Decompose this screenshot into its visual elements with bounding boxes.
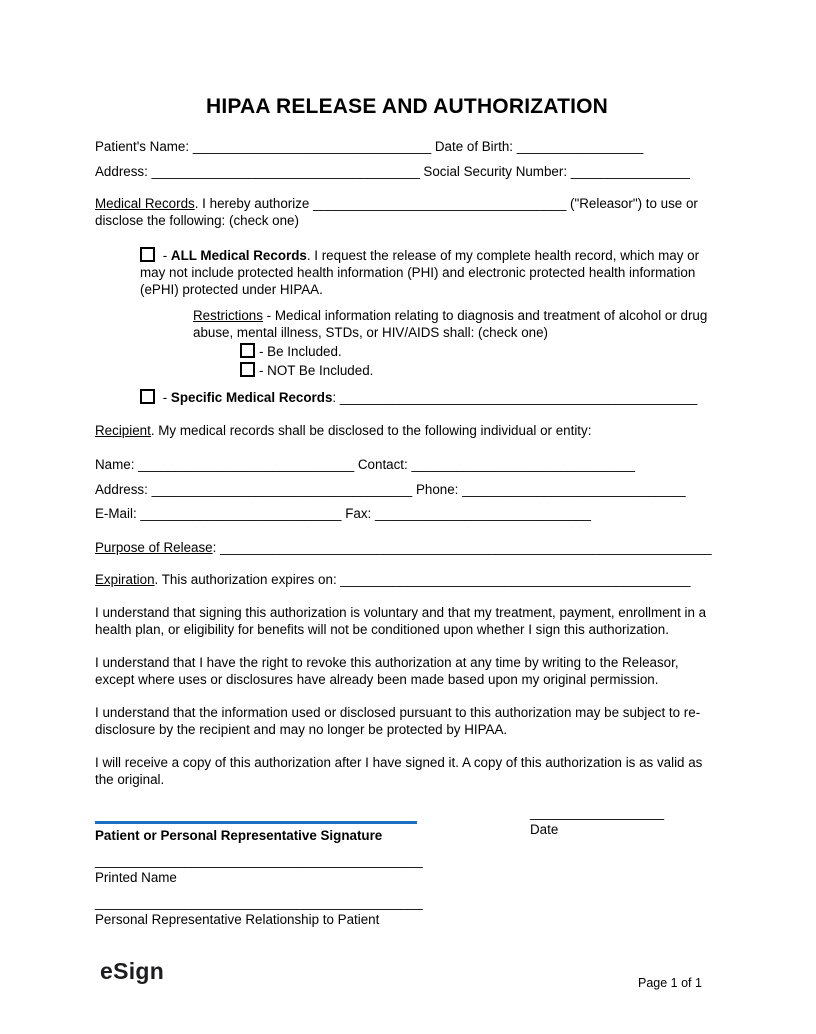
recipient-email-label: E-Mail: (95, 506, 141, 521)
patient-name-label: Patient's Name: (95, 139, 193, 154)
relationship-field[interactable]: ____________________________________________ (95, 895, 423, 910)
medical-records-tail-text: ("Releasor") to use or disclose the following: (check one) (95, 196, 698, 228)
specific-records-label: Specific Medical Records (170, 390, 333, 405)
signature-line[interactable] (95, 821, 417, 824)
medical-records-heading: Medical Records (95, 196, 195, 211)
purpose-field[interactable]: __________________________________________________________________ (220, 540, 712, 555)
dob-label: Date of Birth: (431, 139, 517, 154)
medical-records-intro (95, 195, 719, 229)
address-field[interactable]: ____________________________________ (151, 164, 420, 179)
acknowledgement-paragraph-1: I understand that signing this authorization is voluntary and that my treatment, payment, enrollment in a health plan, or eligibility for benefits will not be conditioned upon whether I sign this authorization. (95, 605, 707, 637)
specific-records-colon: : (332, 390, 340, 405)
acknowledgement-paragraph-4: I will receive a copy of this authorization after I have signed it. A copy of this authorization is as valid as the original. (95, 755, 703, 787)
patient-name-line (95, 138, 719, 155)
not-be-included-label: - NOT Be Included. (259, 363, 374, 378)
all-records-option (95, 247, 719, 298)
recipient-address-field[interactable]: ___________________________________ (151, 482, 413, 497)
acknowledgement-paragraph-2: I understand that I have the right to revoke this authorization at any time by writing to the Releasor, except where uses or disclosures have already been made based upon my original permission. (95, 655, 679, 687)
relationship-label: Personal Representative Relationship to Patient (95, 912, 380, 927)
recipient-contact-field[interactable]: ______________________________ (411, 457, 635, 472)
ssn-field[interactable]: ________________ (570, 164, 690, 179)
recipient-heading: Recipient (95, 423, 151, 438)
printed-name-group (95, 852, 719, 886)
recipient-name-line (95, 456, 719, 473)
recipient-phone-label: Phone: (412, 482, 463, 497)
acknowledgement-paragraph-3: I understand that the information used or disclosed pursuant to this authorization may be subject to re-disclosure by the recipient and may no longer be protected by HIPAA. (95, 705, 701, 737)
specific-records-option (95, 389, 719, 406)
restrictions-text: - Medical information relating to diagnosis and treatment of alcohol or drug abuse, mental illness, STDs, or HIV/AIDS shall: (check one) (193, 308, 708, 340)
recipient-text: . My medical records shall be disclosed to the following individual or entity: (150, 423, 592, 438)
ssn-label: Social Security Number: (419, 164, 571, 179)
date-field[interactable]: __________________ (530, 805, 665, 820)
recipient-contact-label: Contact: (354, 457, 412, 472)
recipient-email-field[interactable]: ___________________________ (140, 506, 342, 521)
recipient-fax-field[interactable]: _____________________________ (374, 506, 591, 521)
expiration-line (95, 571, 719, 588)
restrictions-clause (95, 307, 719, 341)
purpose-heading: Purpose of Release (95, 540, 213, 555)
date-column (530, 804, 710, 838)
checkbox-all-medical-records[interactable] (140, 247, 155, 262)
checkbox-not-be-included[interactable] (240, 362, 255, 377)
checkbox-specific-medical-records[interactable] (140, 389, 155, 404)
all-records-dash: - (159, 248, 171, 263)
esign-logo: eSign (100, 958, 165, 984)
recipient-fax-label: Fax: (341, 506, 375, 521)
date-label: Date (530, 822, 559, 837)
address-label: Address: (95, 164, 152, 179)
purpose-colon: : (212, 540, 221, 555)
signature-section (95, 805, 719, 844)
dob-field[interactable]: _________________ (516, 139, 644, 154)
expiration-field[interactable]: _______________________________________________ (340, 572, 691, 587)
form-content (95, 0, 719, 928)
patient-address-line (95, 163, 719, 180)
patient-name-field[interactable]: ________________________________ (192, 139, 432, 154)
be-included-label: - Be Included. (259, 344, 342, 359)
specific-records-dash: - (159, 390, 171, 405)
recipient-email-line (95, 505, 719, 522)
recipient-clause (95, 422, 719, 439)
all-records-label: ALL Medical Records (170, 248, 307, 263)
expiration-text: . This authorization expires on: (154, 572, 341, 587)
restriction-option-included (95, 343, 719, 360)
recipient-name-label: Name: (95, 457, 139, 472)
specific-records-field[interactable]: ________________________________________________ (339, 390, 698, 405)
signature-label: Patient or Personal Representative Signature (95, 828, 383, 843)
recipient-address-line (95, 481, 719, 498)
form-title: HIPAA RELEASE AND AUTHORIZATION (205, 95, 609, 118)
printed-name-label: Printed Name (95, 870, 177, 885)
printed-name-field[interactable]: ____________________________________________ (95, 853, 423, 868)
restrictions-heading: Restrictions (193, 308, 263, 323)
medical-records-intro-text: . I hereby authorize (194, 196, 314, 211)
recipient-name-field[interactable]: _____________________________ (138, 457, 355, 472)
page-number: Page 1 of 1 (638, 976, 702, 990)
releasor-field[interactable]: __________________________________ (313, 196, 567, 211)
checkbox-be-included[interactable] (240, 343, 255, 358)
relationship-group (95, 894, 719, 928)
all-records-text: . I request the release of my complete health record, which may or may not include protected health information (PHI) and electronic protected health information (ePHI) protected under HIPAA. (140, 248, 700, 297)
expiration-heading: Expiration (95, 572, 155, 587)
recipient-address-label: Address: (95, 482, 152, 497)
restriction-option-not-included (95, 362, 719, 379)
purpose-line (95, 539, 719, 556)
recipient-phone-field[interactable]: ______________________________ (462, 482, 686, 497)
